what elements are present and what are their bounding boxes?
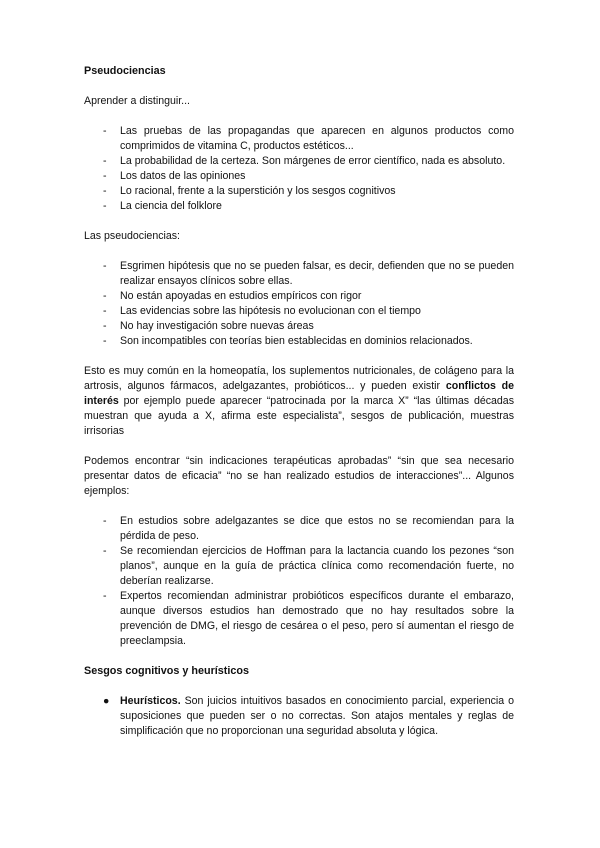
list-item: - No están apoyadas en estudios empíricos con rigor <box>84 289 514 304</box>
list-item <box>84 694 514 739</box>
section-title-pseudociencias: Pseudociencias <box>84 65 166 77</box>
heuristicos-text: Son juicios intuitivos basados en conocimiento parcial, experiencia o suposiciones que pueden ser o no correctas. Son atajos mentales y reglas de simplificación que no proporcionan una seguridad absoluta y lógica. <box>120 695 514 737</box>
list-item: - La ciencia del folklore <box>84 199 514 214</box>
list-item: - Esgrimen hipótesis que no se pueden falsar, es decir, defienden que no se pueden realizar ensayos clínicos sobre ellas. <box>84 259 514 289</box>
list-item: - Los datos de las opiniones <box>84 169 514 184</box>
distinguish-list <box>84 124 514 214</box>
list-item: - Lo racional, frente a la superstición y los sesgos cognitivos <box>84 184 514 199</box>
list-item: - Las pruebas de las propagandas que aparecen en algunos productos como comprimidos de vitamina C, productos estéticos... <box>84 124 514 154</box>
list-item: - Son incompatibles con teorías bien establecidas en dominios relacionados. <box>84 334 514 349</box>
list-item: - La probabilidad de la certeza. Son márgenes de error científico, nada es absoluto. <box>84 154 514 169</box>
conflicts-of-interest-bold: conflictos de interés <box>84 380 514 407</box>
paragraph-text: Esto es muy común en la homeopatía, los suplementos nutricionales, de colágeno para la artrosis, algunos fármacos, adelgazantes, probióticos... y pueden existir <box>84 365 514 392</box>
pseudoscience-traits-list <box>84 259 514 349</box>
heuristicos-bold: Heurísticos. <box>120 695 181 707</box>
paragraph-text: por ejemplo puede aparecer “patrocinada por la marca X” “las últimas décadas muestran que ayuda a X, afirma este especialista”, sesgos de publicación, muestras irrisorias <box>84 395 514 437</box>
homeopathy-paragraph <box>84 364 514 439</box>
intro-text: Aprender a distinguir... <box>84 95 190 107</box>
pseudo-intro-text: Las pseudociencias: <box>84 230 180 242</box>
list-item: - Se recomiendan ejercicios de Hoffman para la lactancia cuando los pezones “son planos”, aunque en la guía de práctica clínica como recomendación fuerte, no deberían realizarse. <box>84 544 514 589</box>
bullet-icon: ● <box>103 695 110 707</box>
list-item: - No hay investigación sobre nuevas áreas <box>84 319 514 334</box>
list-item: - En estudios sobre adelgazantes se dice que estos no se recomiendan para la pérdida de peso. <box>84 514 514 544</box>
examples-paragraph: Podemos encontrar “sin indicaciones terapéuticas aprobadas” “sin que sea necesario presentar datos de eficacia” “no se han realizado estudios de interacciones”... Algunos ejemplos: <box>84 455 514 497</box>
document-page <box>84 64 514 739</box>
examples-list <box>84 514 514 649</box>
list-item: - Expertos recomiendan administrar probióticos específicos durante el embarazo, aunque diversos estudios han demostrado que no hay resultados sobre la prevención de DMG, el riesgo de cesárea o el peso, pero sí aumentan el riesgo de preeclampsia. <box>84 589 514 649</box>
list-item: - Las evidencias sobre las hipótesis no evolucionan con el tiempo <box>84 304 514 319</box>
heuristics-list <box>84 694 514 739</box>
section-title-sesgos: Sesgos cognitivos y heurísticos <box>84 665 250 677</box>
